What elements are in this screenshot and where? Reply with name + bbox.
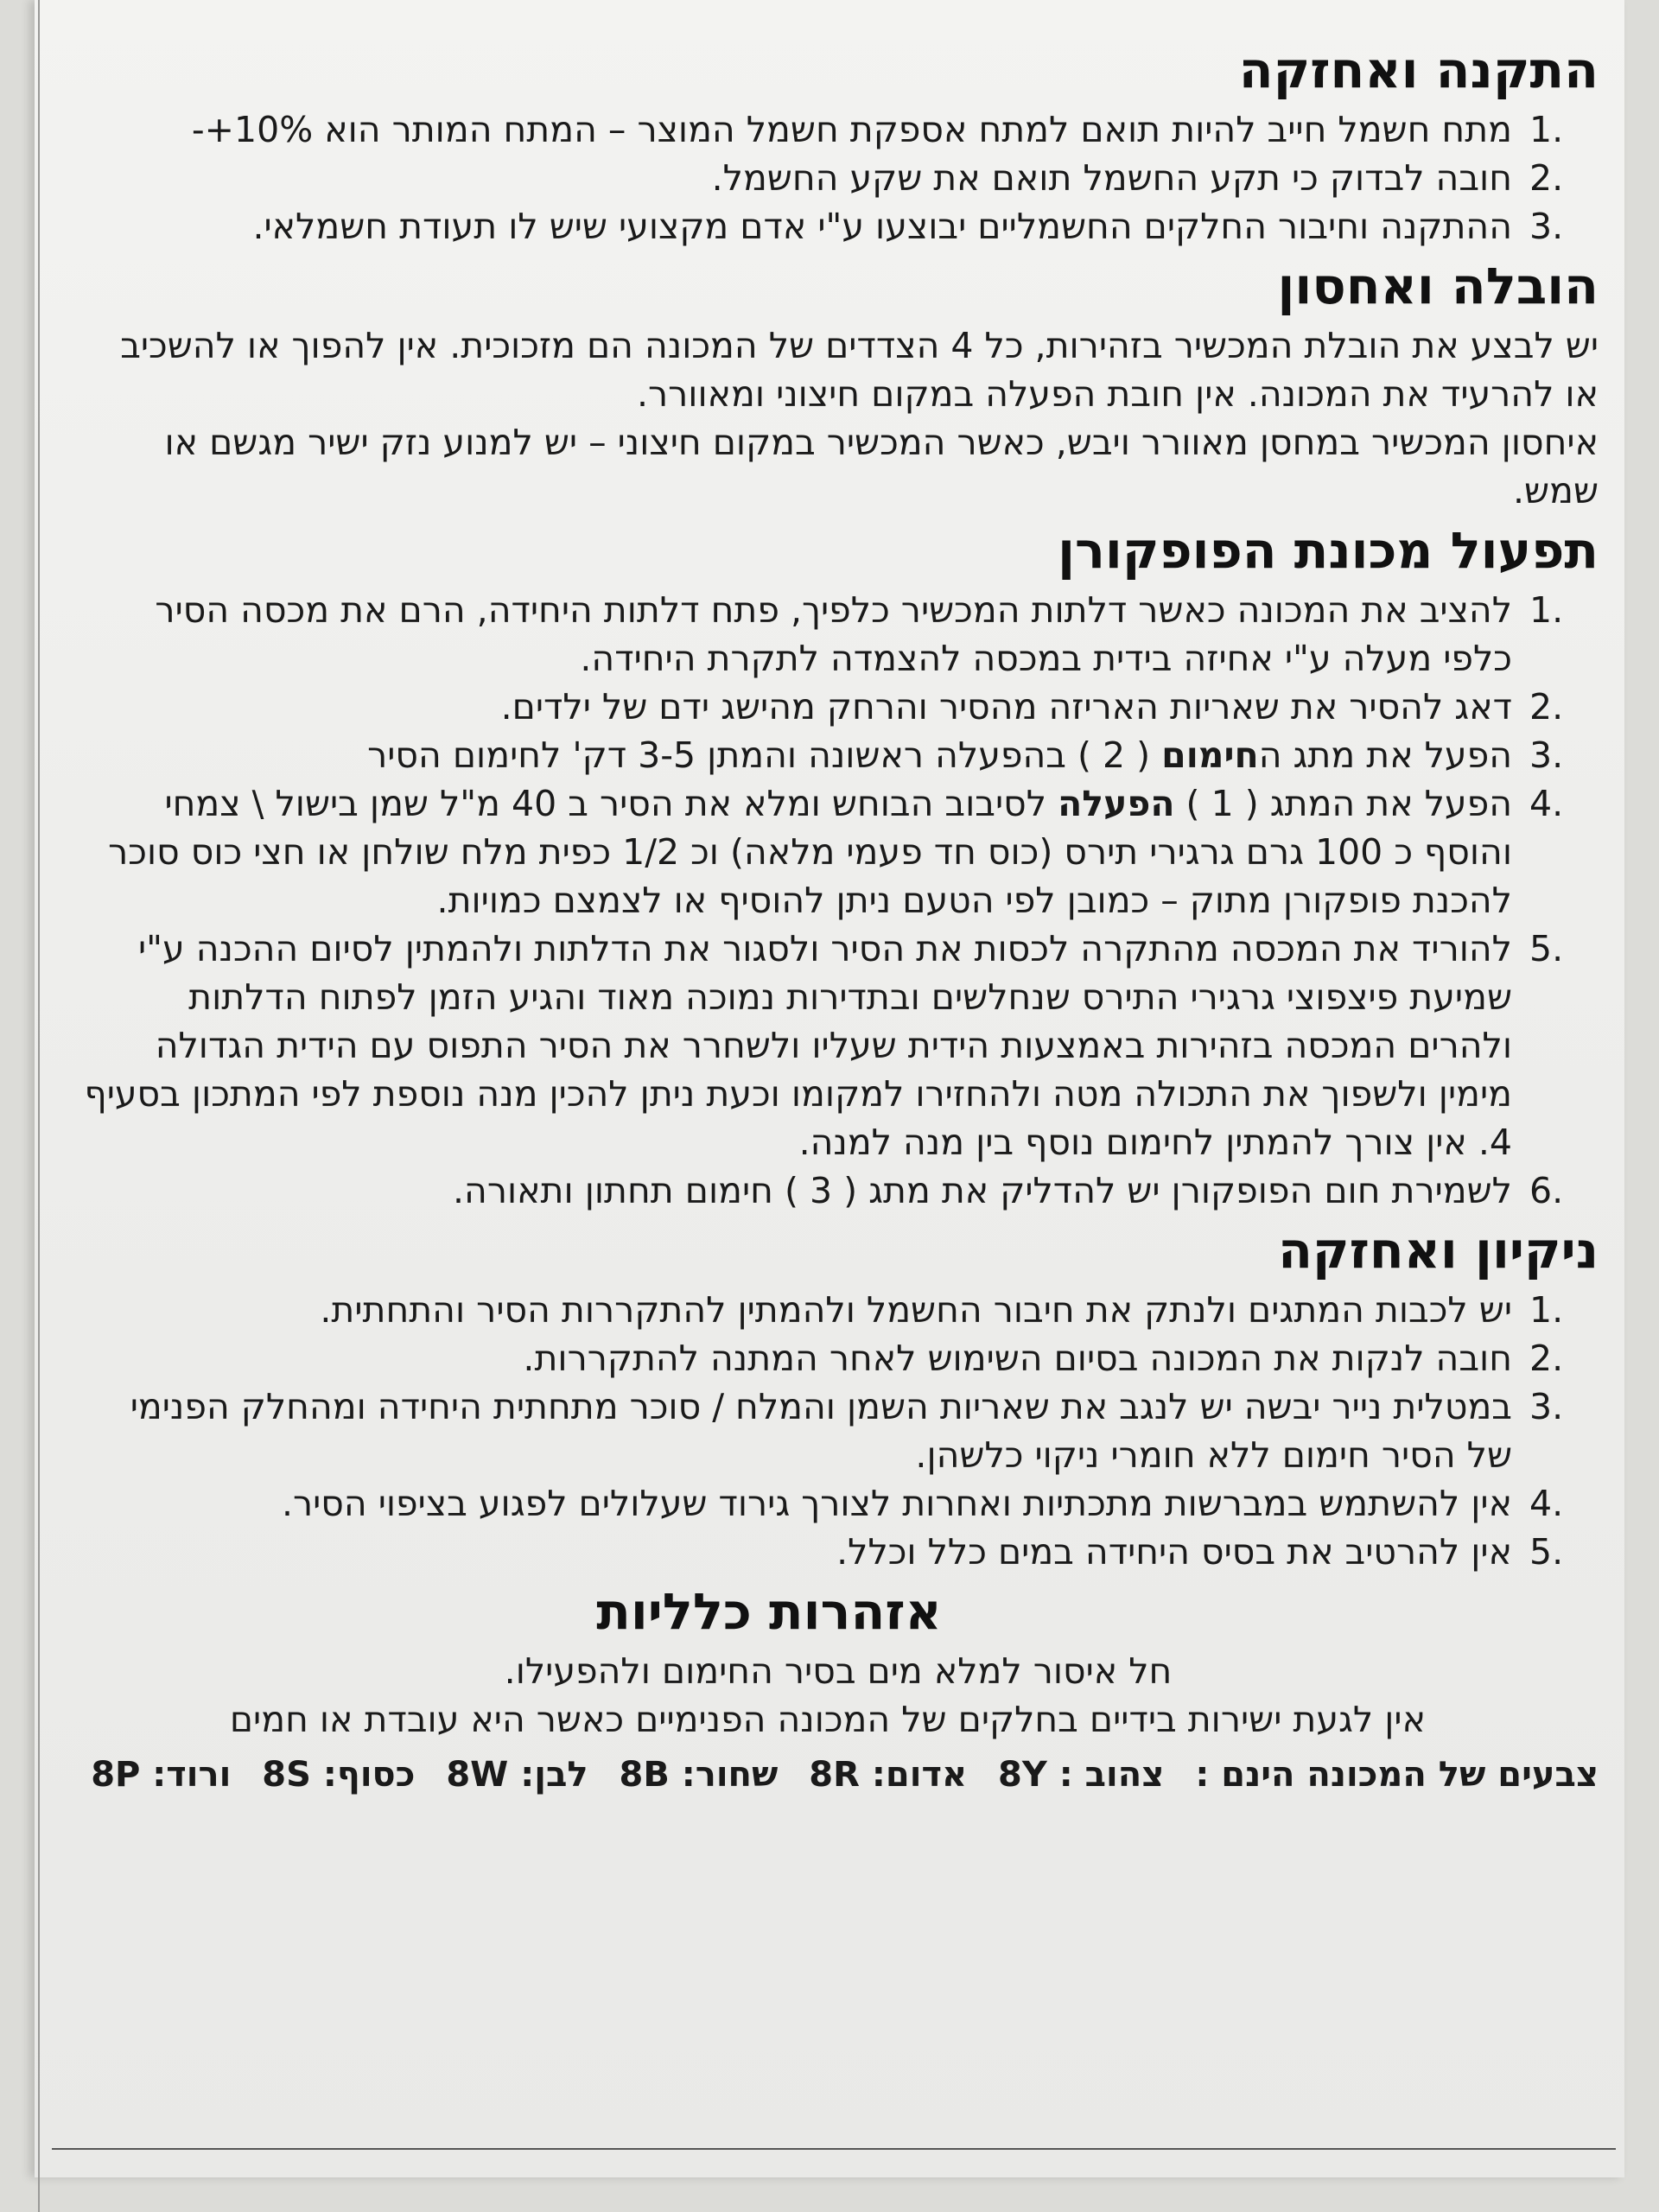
list-item: [78, 925, 1599, 1166]
item-number: 2.: [1529, 686, 1564, 728]
item-text: ההתקנה וחיבור החלקים החשמליים יבוצעו ע"י אדם מקצועי שיש לו תעודת חשמלאי.: [252, 206, 1512, 247]
item-text-part: הפעל את מתג ה: [1258, 734, 1512, 776]
item-text: אין להרטיב את בסיס היחידה במים כלל וכלל.: [836, 1531, 1512, 1573]
item-text-part: הפעל את המתג ( 1 ): [1174, 783, 1512, 824]
list-item: [78, 1286, 1599, 1334]
list-item: [78, 1528, 1599, 1576]
list-item: [78, 683, 1599, 731]
item-number: 2.: [1529, 1338, 1564, 1379]
colors-label: צבעים של המכונה הינם :: [1195, 1755, 1599, 1795]
item-text: להציב את המכונה כאשר דלתות המכשיר כלפיך, פתח דלתות היחידה, הרם את מכסה הסיר כלפי מעלה ע"י אחיזה בידית במכסה להצמדה לתקרת היחידה.: [155, 589, 1512, 679]
list-item: [78, 154, 1599, 202]
list-item: [78, 1382, 1599, 1479]
item-text: במטלית נייר יבשה יש לנגב את שאריות השמן והמלח / סוכר מתחתית היחידה ומהחלק הפנימי של הסיר חימום ללא חומרי ניקוי כלשהן.: [130, 1386, 1512, 1476]
list-item: [78, 1479, 1599, 1528]
transport-paragraph-2: איחסון המכשיר במחסן מאוורר ויבש, כאשר המכשיר במקום חיצוני – יש למנוע נזק ישיר מגשם או שמש.: [164, 422, 1599, 512]
section-title-operation: תפעול מכונת הפופקורן: [1058, 521, 1599, 580]
item-text: יש לכבות המתגים ולנתק את חיבור החשמל ולהמתין להתקררות הסיר והתחתית.: [320, 1289, 1512, 1331]
item-number: 1.: [1529, 589, 1564, 631]
item-number: 1.: [1529, 1289, 1564, 1331]
list-item: [78, 105, 1599, 154]
section-title-warnings: אזהרות כלליות: [596, 1582, 942, 1641]
warning-line-2: אין לגעת ישירות בידיים בחלקים של המכונה הפנימיים כאשר היא עובדת או חמים: [229, 1699, 1426, 1740]
item-text: חובה לנקות את המכונה בסיום השימוש לאחר המתנה להתקררות.: [523, 1338, 1512, 1379]
item-text: דאג להסיר את שאריות האריזה מהסיר והרחק מהישג ידם של ילדים.: [500, 686, 1512, 728]
color-code: צהוב : 8Y: [998, 1755, 1165, 1795]
color-code: ורוד: 8P: [91, 1755, 232, 1795]
list-item: [78, 779, 1599, 925]
list-item: [78, 731, 1599, 779]
item-text-part: ( 2 ) בהפעלה ראשונה והמתן 3-5 דק' לחימום הסיר: [367, 734, 1162, 776]
section-title-cleaning: ניקיון ואחזקה: [1278, 1221, 1599, 1280]
item-text: [78, 779, 1512, 925]
color-code: אדום: 8R: [809, 1755, 968, 1795]
colors-line: [78, 1749, 1599, 1801]
item-number: 4.: [1529, 783, 1564, 824]
item-number: 3.: [1529, 734, 1564, 776]
item-text-part: לסיבוב הבוחש ומלא את הסיר ב 40 מ"ל שמן בישול \ צמחי והוסף כ 100 גרם גרגירי תירס (כוס חד פעמי מלאה) וכ 1/2 כפית מלח שולחן או חצי כוס סוכר להכנת פופקורן מתוק – כמובן לפי הטעם ניתן להוסיף או לצמצם כמויות.: [108, 783, 1512, 921]
bold-term-heating: חימום: [1161, 734, 1259, 776]
bold-term-activation: הפעלה: [1058, 783, 1175, 824]
warning-line-1: חל איסור למלא מים בסיר החימום ולהפעילו.: [504, 1650, 1173, 1692]
list-item: [78, 202, 1599, 251]
item-number: 3.: [1529, 206, 1564, 247]
cleaning-list: [78, 1286, 1599, 1576]
color-code: שחור: 8B: [619, 1755, 779, 1795]
transport-paragraph-1: יש לבצע את הובלת המכשיר בזהירות, כל 4 הצדדים של המכונה הם מזכוכית. אין להפוך או להשכיב או להרעיד את המכונה. אין חובת הפעלה במקום חיצוני ומאוורר.: [120, 325, 1599, 415]
color-code: כסוף: 8S: [262, 1755, 416, 1795]
color-code: לבן: 8W: [446, 1755, 588, 1795]
item-number: 6.: [1529, 1170, 1564, 1211]
installation-list: [78, 105, 1599, 251]
section-title-transport: הובלה ואחסון: [1277, 257, 1599, 315]
operation-list: [78, 586, 1599, 1215]
bottom-divider: [52, 2148, 1616, 2150]
list-item: [78, 1166, 1599, 1215]
item-text: חובה לבדוק כי תקע החשמל תואם את שקע החשמל.: [711, 157, 1512, 199]
item-number: 4.: [1529, 1483, 1564, 1524]
item-number: 3.: [1529, 1386, 1564, 1427]
item-text: להוריד את המכסה מהתקרה לכסות את הסיר ולסגור את הדלתות ולהמתין לסיום ההכנה ע"י שמיעת פיצפוצי גרגירי התירס שנחלשים ובתדירות נמוכה מאוד והגיע הזמן לפתוח הדלתות ולהרים המכסה בזהירות באמצעות הידית שעליו ולשחרר את הסיר התפוס עם הידית הגדולה מימין ולשפוך את התכולה מטה ולהחזירו למקומו וכעת ניתן להכין מנה נוספת לפי המתכון בסעיף 4. אין צורך להמתין לחימום נוסף בין מנה למנה.: [84, 928, 1512, 1163]
item-text: מתח חשמל חייב להיות תואם למתח אספקת חשמל המוצר – המתח המותר הוא ‎-+10%: [191, 109, 1512, 150]
item-text: אין להשתמש במברשות מתכתיות ואחרות לצורך גירוד שעלולים לפגוע בציפוי הסיר.: [281, 1483, 1512, 1524]
page-edge-shadow: [38, 0, 40, 2212]
item-number: 2.: [1529, 157, 1564, 199]
document-content: [78, 35, 1599, 1801]
section-title-installation: התקנה ואחזקה: [1238, 41, 1599, 99]
item-number: 5.: [1529, 928, 1564, 969]
item-number: 5.: [1529, 1531, 1564, 1573]
list-item: [78, 1334, 1599, 1382]
item-text: [78, 731, 1512, 779]
list-item: [78, 586, 1599, 683]
item-number: 1.: [1529, 109, 1564, 150]
item-text: לשמירת חום הפופקורן יש להדליק את מתג ( 3 ) חימום תחתון ותאורה.: [453, 1170, 1512, 1211]
